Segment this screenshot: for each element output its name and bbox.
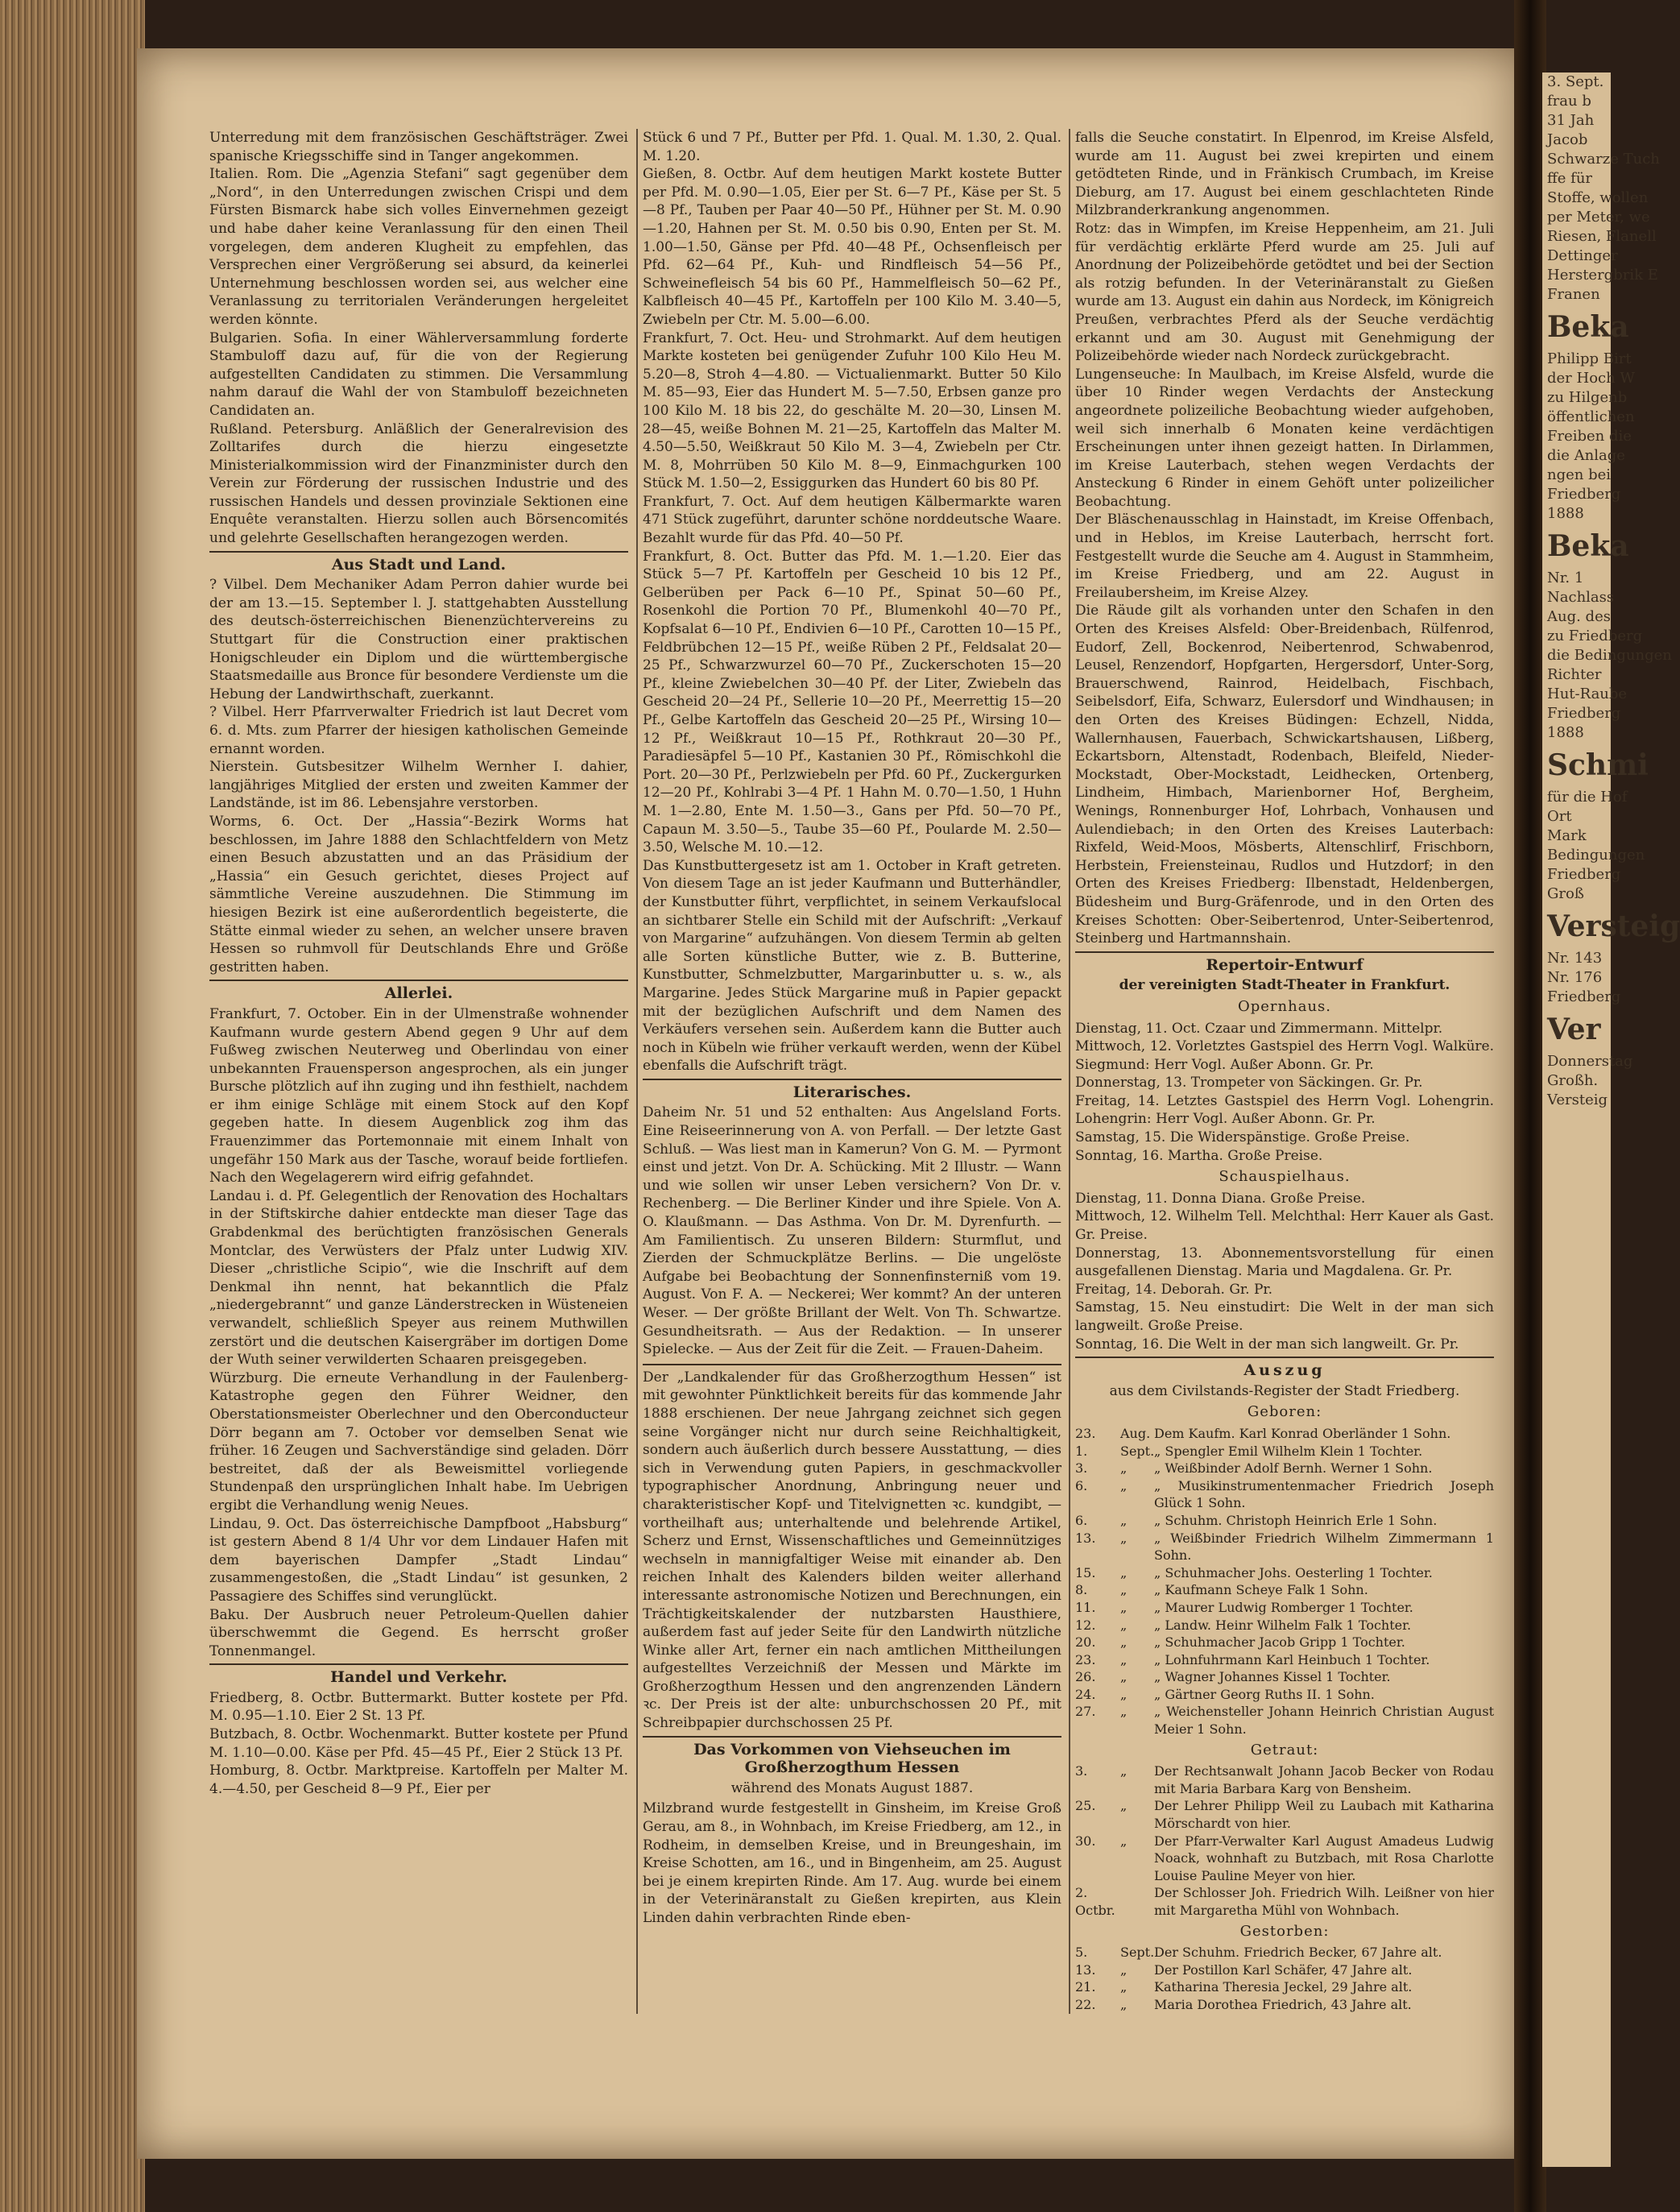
section-heading-literarisches: Literarisches.	[643, 1079, 1061, 1102]
death-entry	[1075, 1961, 1494, 1979]
death-entry-day: 5.	[1075, 1945, 1088, 1961]
theatre-entry: Donnerstag, 13. Abonnementsvorstellung für einen ausgefallenen Dienstag. Maria und Magdalena. Gr. Pr.	[1075, 1245, 1494, 1280]
death-entry	[1075, 1978, 1494, 1996]
birth-entry-month: „	[1120, 1704, 1128, 1720]
marriage-entry-month: „	[1120, 1798, 1128, 1814]
marriage-entry	[1075, 1884, 1494, 1919]
facing-page-fragment-text: Nr. 143	[1547, 950, 1603, 967]
market-friedberg: Friedberg, 8. Octbr. Buttermarkt. Butter kostete per Pfd. M. 0.95—1.10. Eier 2 St. 13 Pf.	[209, 1689, 628, 1725]
facing-page-fragment-text: der Hoch W	[1547, 370, 1635, 387]
column-3	[1075, 129, 1494, 2094]
death-entry-month: Sept.	[1120, 1945, 1155, 1961]
birth-entry	[1075, 1564, 1494, 1582]
birth-entry-month: „	[1120, 1599, 1128, 1615]
article-nierstein: Nierstein. Gutsbesitzer Wilhelm Wernher I. dahier, langjähriges Mitglied der ersten und zweiten Kammer der Landstände, ist im 86. Lebensjahre verstorben.	[209, 759, 628, 812]
birth-entry-day: 20.	[1075, 1634, 1096, 1651]
facing-page-fragment-text: zu Friedberg	[1547, 628, 1643, 644]
facing-page-heading: Versteig	[1547, 909, 1680, 943]
birth-entry	[1075, 1634, 1494, 1651]
birth-entry-text: „ Lohnfuhrmann Karl Heinbuch 1 Tochter.	[1154, 1651, 1430, 1667]
facing-page-fragment-text: zu Hilgenb	[1547, 389, 1628, 406]
section-heading-handel: Handel und Verkehr.	[209, 1663, 628, 1687]
facing-page-fragment-text: 31 Jah	[1547, 112, 1595, 129]
facing-page-fragment-text: 1888	[1547, 724, 1584, 741]
facing-page-fragment-text: Nachlass	[1547, 589, 1615, 606]
birth-entry-month: „	[1120, 1477, 1128, 1493]
birth-entry-month: „	[1120, 1651, 1128, 1667]
opera-entry: Sonntag, 16. Martha. Große Preise.	[1075, 1147, 1323, 1164]
article-blaeschenausschlag: Der Bläschenausschlag in Hainstadt, im Kreise Offenbach, und in Heblos, im Kreise Lauterbach, herrscht fort. Festgestellt wurde die Seuche am 4. August in Stammheim, im Kreise Friedberg, und am 22. August in Freilaubersheim, im Kreise Alzey.	[1075, 512, 1494, 601]
theatre-entry: Sonntag, 16. Die Welt in der man sich langweilt. Gr. Pr.	[1075, 1336, 1459, 1352]
birth-entry-day: 12.	[1075, 1617, 1096, 1633]
theatre-entry: Dienstag, 11. Donna Diana. Große Preise.	[1075, 1190, 1366, 1207]
birth-entry-text: Dem Kaufm. Karl Konrad Oberländer 1 Sohn.	[1154, 1425, 1451, 1441]
birth-entry-month: „	[1120, 1512, 1128, 1528]
theatre-entry: Samstag, 15. Neu einstudirt: Die Welt in der man sich langweilt. Große Preise.	[1075, 1299, 1494, 1334]
marriage-entry-day: 25.	[1075, 1798, 1096, 1814]
market-butzbach: Butzbach, 8. Octbr. Wochenmarkt. Butter kostete per Pfund M. 1.10—0.00. Käse per Pfd. 45—45 Pf., Eier 2 Stück 13 Pf.	[209, 1726, 628, 1761]
birth-entry	[1075, 1512, 1494, 1530]
death-entry-text: Der Postillon Karl Schäfer, 47 Jahre alt.	[1154, 1961, 1413, 1978]
deaths-list	[1075, 1944, 1494, 2013]
death-entry-day: 22.	[1075, 1996, 1096, 2012]
book-page-edges	[0, 0, 145, 2212]
birth-entry	[1075, 1617, 1494, 1634]
facing-page-fragment	[1542, 72, 1680, 2167]
article-milzbrand-cont: falls die Seuche constatirt. In Elpenrod, im Kreise Alsfeld, wurde am 11. August bei zwei krepirten und einem getödteten Rinde, und in Fränkisch Crumbach, im Kreise Dieburg, am 17. August bei einem geschlachteten Rinde Milzbranderkrankung angenommen.	[1075, 130, 1494, 219]
facing-page-fragment-text: Nr. 176	[1547, 969, 1603, 986]
schauspielhaus-heading: Schauspielhaus.	[1219, 1168, 1351, 1186]
column-2	[643, 129, 1061, 2094]
article-worms: Worms, 6. Oct. Der „Hassia“-Bezirk Worms hat beschlossen, im Jahre 1888 den Schlachtfeldern von Metz einen Besuch abzustatten und an das Präsidium der „Hassia“ ein Gesuch gerichtet, dieses Project auf sämmtliche Vereine auszudehnen. Die Stimmung im hiesigen Bezirk ist eine außerordentlich begeisterte, die Stätte einmal wieder zu sehen, an welcher unsere braven Hessen so ruhmvoll für Deutschlands Ehre und Größe gestritten haben.	[209, 813, 628, 976]
birth-entry-day: 26.	[1075, 1669, 1096, 1685]
marriage-entry	[1075, 1833, 1494, 1885]
article-frankfurt: Frankfurt, 7. October. Ein in der Ulmenstraße wohnender Kaufmann wurde gestern Abend gegen 9 Uhr auf dem Fußweg zwischen Neuterweg und Oberlindau von einer unbekannten Frauensperson angesprochen, als ein junger Bursche plötzlich auf ihn zuging und ihn festhielt, nachdem er ihm einige Schläge mit einem Stock auf den Kopf gegeben hatte. In diesem Augenblick zog ihm das Frauenzimmer das Portemonnaie mit einem Inhalt von ungefähr 150 Mark aus der Tasche, worauf beide fortliefen. Nach den Wegelagerern wird eifrig gefahndet.	[209, 1005, 628, 1187]
facing-page-fragment-text: Ort	[1547, 808, 1572, 825]
article-russia: Rußland. Petersburg. Anläßlich der Generalrevision des Zolltarifes durch die hierzu eingesetzte Ministerialkommission wird der Finanzminister durch den Verein zur Förderung der russischen Industrie und des russischen Handels und dessen provinziale Sektionen eine Enquête veranstalten. Hierzu sollen auch Börsencomités und gelehrte Gesellschaften herangezogen werden.	[209, 420, 628, 547]
market-frankfurt-kaelber: Frankfurt, 7. Oct. Auf dem heutigen Kälbermarkte waren 471 Stück zugeführt, darunter schöne norddeutsche Waare. Bezahlt wurde für das Pfd. 40—50 Pf.	[643, 493, 1061, 547]
birth-entry-month: Aug.	[1120, 1425, 1151, 1441]
facing-page-fragment-text: Aug. des	[1547, 608, 1611, 625]
birth-entry-text: „ Wagner Johannes Kissel 1 Tochter.	[1154, 1669, 1391, 1685]
birth-entry-text: „ Schuhm. Christoph Heinrich Erle 1 Sohn.	[1154, 1512, 1438, 1528]
facing-page-heading: Ver	[1547, 1013, 1601, 1046]
article-lindau: Lindau, 9. Oct. Das österreichische Dampfboot „Habsburg“ ist gestern Abend 8 1/4 Uhr vor dem Lindauer Hafen mit dem bayerischen Dampfer „Stadt Lindau“ zusammengestoßen, die „Stadt Lindau“ ist gesunken, 2 Passagiere des Schiffes sind verunglückt.	[209, 1515, 628, 1605]
birth-entry-text: „ Weißbinder Adolf Bernh. Werner 1 Sohn.	[1154, 1460, 1433, 1477]
birth-entry-day: 1.	[1075, 1443, 1088, 1459]
facing-page-fragment-text: Schwarze Tuch	[1547, 151, 1660, 168]
birth-entry-day: 11.	[1075, 1599, 1096, 1615]
theatre-entry: Mittwoch, 12. Wilhelm Tell. Melchthal: Herr Kauer als Gast. Gr. Preise.	[1075, 1208, 1494, 1244]
article-wuerzburg: Würzburg. Die erneute Verhandlung in der Faulenberg-Katastrophe gegen den Führer Weidner, den Oberstationsmeister Oberlechner und den Oberconducteur Dörr begann am 7. October vor demselben Senat wie früher. 16 Zeugen und Sachverständige sind geladen. Dörr bestreitet, daß der als Beweismittel vorliegende Stundenpaß den ursprünglichen Inhalt habe. Im Uebrigen ergibt die Verhandlung wenig Neues.	[209, 1369, 628, 1514]
facing-page-fragment-text: ffe für	[1547, 170, 1593, 187]
birth-entry-day: 24.	[1075, 1686, 1096, 1702]
birth-entry	[1075, 1530, 1494, 1564]
marriage-entry-text: Der Rechtsanwalt Johann Jacob Becker von Rodau mit Maria Barbara Karg von Bensheim.	[1154, 1763, 1494, 1796]
repertoir-subheading: der vereinigten Stadt-Theater in Frankfurt.	[1119, 977, 1450, 994]
marriage-entry-day: 3.	[1075, 1763, 1088, 1779]
article-vilbel-2: ? Vilbel. Herr Pfarrverwalter Friedrich ist laut Decret vom 6. d. Mts. zum Pfarrer der hiesigen katholischen Gemeinde ernannt worden.	[209, 704, 628, 757]
birth-entry-text: „ Kaufmann Scheye Falk 1 Sohn.	[1154, 1582, 1368, 1598]
death-entry-day: 13.	[1075, 1961, 1096, 1978]
marriage-entry-text: Der Schlosser Joh. Friedrich Wilh. Leißner von hier mit Margaretha Mühl von Wohnbach.	[1154, 1885, 1494, 1918]
facing-page-fragment-text: Friedberg	[1547, 486, 1621, 503]
birth-entry	[1075, 1425, 1494, 1443]
article-baku: Baku. Der Ausbruch neuer Petroleum-Quellen dahier überschwemmt die Gegend. Es herrscht großer Tonnenmangel.	[209, 1606, 628, 1659]
marriage-entry-text: Der Lehrer Philipp Weil zu Laubach mit Katharina Mörschardt von hier.	[1154, 1798, 1494, 1832]
section-heading-stadt-land: Aus Stadt und Land.	[209, 551, 628, 574]
birth-entry-month: „	[1120, 1530, 1128, 1546]
article-raeude: Die Räude gilt als vorhanden unter den Schafen in den Orten des Kreises Alsfeld: Ober-Breidenbach, Rülfenrod, Eudorf, Zell, Bockenrod, Neibertenrod, Schwabenrod, Leusel, Renzendorf, Hopfgarten, Hergersdorf, Unter-Sorg, Brauerschwend, Rainrod, Heidelbach, Fischbach, Seibelsdorf, Eifa, Schwarz, Eulersdorf und Windhausen; in den Orten des Kreises Büdingen: Echzell, Nidda, Wallernhausen, Fauerbach, Schwickartshausen, Lißberg, Eckartsborn, Altenstadt, Rodenbach, Bleifeld, Nieder-Mockstadt, Ober-Mockstadt, Leidhecken, Ortenberg, Lindheim, Himbach, Marienborner Hof, Bergheim, Wenings, Ronnenburger Hof, Lohrbach, Vonhausen und Aulendiebach; in den Orten des Kreises Lauterbach: Rixfeld, Weid-Moos, Mösberts, Altenschlirf, Frischborn, Herbstein, Freiensteinau, Rudlos und Hutzdorf; in den Orten des Kreises Friedberg: Ilbenstadt, Heldenbergen, Büdesheim und Burg-Gräfenrode, und in den Orten des Kreises Schotten: Ober-Seibertenrod, Unter-Seibertenrod, Steinberg und Hartmannshain.	[1075, 603, 1494, 947]
birth-entry-text: „ Schuhmacher Johs. Oesterling 1 Tochter.	[1154, 1564, 1433, 1580]
facing-page-fragment-text: Stoffe, wollen	[1547, 189, 1649, 206]
birth-entry-month: „	[1120, 1617, 1128, 1633]
marriage-entry	[1075, 1763, 1494, 1797]
facing-page-fragment-text: Bedingungen	[1547, 847, 1645, 864]
section-heading-auszug: Auszug	[1075, 1357, 1494, 1380]
article-landkalender: Der „Landkalender für das Großherzogthum Hessen“ ist mit gewohnter Pünktlichkeit bereits für das kommende Jahr 1888 erschienen. Der neue Jahrgang zeichnet sich gegen seine Vorgänger nicht nur durch seine Reichhaltigkeit, sondern auch äußerlich durch bessere Ausstattung, — dies sich in Verwendung guten Papiers, in geschmackvoller typographischer Anordnung, Anbringung neuer und charakteristischer Kopf- und Titelvignetten ꝛc. kundgibt, — vortheilhaft aus; unterhaltende und belehrende Artikel, Scherz und Ernst, Wissenschaftliches und Gemeinnütziges wechseln in mannigfaltiger Weise mit einander ab. Den reichen Inhalt des Kalenders bilden weiter allerhand interessante astronomische Notizen und Berechnungen, ein Trächtigkeitskalender der nutzbarsten Hausthiere, außerdem fast auf jeder Seite für den Landwirth nützliche Winke aller Art, ferner ein nach amtlichen Mittheilungen aufgestelltes Verzeichniß der Messen und Märkte im Großherzogthum Hessen und den angrenzenden Ländern ꝛc. Der Preis ist der alte: unburchschossen 20 Pf., mit Schreibpapier durchschossen 25 Pf.	[643, 1364, 1061, 1733]
section-subheading-viehseuchen: während des Monats August 1887.	[730, 1779, 974, 1796]
facing-page-fragment-text: Nr. 1	[1547, 570, 1584, 586]
article-spain: Unterredung mit dem französischen Geschäftsträger. Zwei spanische Kriegsschiffe sind in Tanger angekommen.	[209, 130, 628, 164]
column-rule-2	[1069, 129, 1070, 2014]
marriage-entry	[1075, 1797, 1494, 1832]
facing-page-fragment-text: Donnerstag	[1547, 1053, 1633, 1070]
marriage-entry-text: Der Pfarr-Verwalter Karl August Amadeus Ludwig Noack, wohnhaft zu Butzbach, mit Rosa Charlotte Louise Pauline Meyer von hier.	[1154, 1833, 1494, 1883]
article-bulgaria: Bulgarien. Sofia. In einer Wählerversammlung forderte Stambuloff dazu auf, für die von der Regierung aufgestellten Candidaten zu stimmen. Die Versammlung nahm darauf die Wahl der von Stambuloff bezeichneten Candidaten an.	[209, 329, 628, 419]
birth-entry-day: 3.	[1075, 1460, 1088, 1477]
birth-entry	[1075, 1703, 1494, 1738]
facing-page-fragment-text: Freiben die	[1547, 428, 1632, 445]
birth-entry-text: „ Landw. Heinr Wilhelm Falk 1 Tochter.	[1154, 1617, 1412, 1633]
births-list	[1075, 1425, 1494, 1738]
birth-entry-month: „	[1120, 1669, 1128, 1685]
birth-entry-month: „	[1120, 1686, 1128, 1702]
facing-page-fragment-text: 3. Sept.	[1547, 73, 1604, 90]
facing-page-heading: Beka	[1547, 310, 1629, 344]
birth-entry-month: „	[1120, 1582, 1128, 1598]
article-daheim: Daheim Nr. 51 und 52 enthalten: Aus Angelsland Forts. Eine Reiseerinnerung von A. von Perfall. — Der letzte Gast Schluß. — Was liest man in Kamerun? Von G. M. — Pyrmont einst und jetzt. Von Dr. A. Schücking. Mit 2 Illustr. — Wann und wie sollen wir unser Leben versichern? Von Dr. v. Rechenberg. — Die Berliner Kinder und ihre Spiele. Von A. O. Klaußmann. — Das Asthma. Von Dr. M. Dyrenfurth. — Am Familientisch. Zu unseren Bildern: Sturmflut, und Zierden der Schmuckplätze Berlins. — Die ungelöste Aufgabe bei Beobachtung der Sonnenfinsterniß vom 19. August. Von F. A. — Neckerei; Wer kommt? An der unteren Weser. — Der größte Brillant der Welt. Von Th. Schwartze. Gesundheitsrath. — Aus der Redaktion. — In unserer Spielecke. — Aus der Zeit für die Zeit. — Frauen-Daheim.	[643, 1104, 1061, 1358]
market-frankfurt-heu: Frankfurt, 7. Oct. Heu- und Strohmarkt. Auf dem heutigen Markte kosteten bei genügender Zufuhr 100 Kilo Heu M. 5.20—8, Stroh 4—4.80. — Victualienmarkt. Butter 50 Kilo M. 85—93, Eier das Hundert M. 5—7.50, Erbsen ganze pro 100 Kilo M. 18 bis 22, do geschälte M. 20—30, Linsen M. 28—45, weiße Bohnen M. 21—25, Kartoffeln das Malter M. 4.50—5.50, Weißkraut 50 Kilo M. 3—4, Zwiebeln per Ctr. M. 8, Mohrrüben 50 Kilo M. 8—9, Einmachgurken 100 Stück M. 1.50—2, Essiggurken das Hundert 60 bis 80 Pf.	[643, 329, 1061, 492]
facing-page-fragment-text: Friedberg	[1547, 988, 1621, 1005]
birth-entry-day: 27.	[1075, 1704, 1096, 1720]
birth-entry-day: 6.	[1075, 1477, 1088, 1493]
facing-page-heading: Schmi	[1547, 748, 1649, 782]
birth-entry-day: 23.	[1075, 1425, 1096, 1441]
theatre-entry: Freitag, 14. Deborah. Gr. Pr.	[1075, 1281, 1273, 1298]
market-giessen: Gießen, 8. Octbr. Auf dem heutigen Markt kostete Butter per Pfd. M. 0.90—1.05, Eier per St. 6—7 Pf., Käse per St. 5—8 Pf., Tauben per Paar 40—50 Pf., Hühner per St. M. 0.90—1.20, Hahnen per St. M. 0.50 bis 0.90, Enten per St. M. 1.00—1.50, Gänse per Pfd. 40—48 Pf., Ochsenfleisch per Pfd. 62—64 Pf., Kuh- und Rindfleisch 54—56 Pf., Schweinefleisch 54 bis 60 Pf., Hammelfleisch 50—62 Pf., Kalbfleisch 40—45 Pf., Kartoffeln per 100 Kilo M. 3.40—5, Zwiebeln per Ctr. M. 5.00—6.00.	[643, 166, 1061, 328]
facing-page-fragment-text: Versteig	[1547, 1092, 1608, 1108]
opera-entry: Freitag, 14. Letztes Gastspiel des Herrn Vogl. Lohengrin. Lohengrin: Herr Vogl. Außer Abonn. Gr. Pr.	[1075, 1092, 1494, 1128]
market-homburg: Homburg, 8. Octbr. Marktpreise. Kartoffeln per Malter M. 4.—4.50, per Gescheid 8—9 Pf., Eier per	[209, 1763, 628, 1797]
facing-page-fragment-text: Riesen, Flanell	[1547, 228, 1657, 245]
market-homburg-cont: Stück 6 und 7 Pf., Butter per Pfd. 1. Qual. M. 1.30, 2. Qual. M. 1.20.	[643, 130, 1061, 164]
birth-entry-text: „ Spengler Emil Wilhelm Klein 1 Tochter.	[1154, 1443, 1423, 1459]
birth-entry	[1075, 1443, 1494, 1460]
birth-entry-day: 23.	[1075, 1651, 1096, 1667]
marriages-list	[1075, 1763, 1494, 1919]
birth-entry-day: 8.	[1075, 1582, 1088, 1598]
birth-entry	[1075, 1460, 1494, 1477]
birth-entry-month: „	[1120, 1460, 1128, 1477]
auszug-subheading: aus dem Civilstands-Register der Stadt Friedberg.	[1109, 1382, 1460, 1399]
facing-page-fragment-text: Herstergbrik E	[1547, 267, 1658, 284]
facing-page-fragment-text: für die Hof	[1547, 789, 1628, 806]
facing-page-fragment-text: Mark	[1547, 827, 1587, 844]
birth-entry	[1075, 1651, 1494, 1669]
facing-page-fragment-text: Jacob	[1547, 131, 1588, 148]
geboren-heading: Geboren:	[1247, 1403, 1322, 1421]
facing-page-fragment-text: Friedberg	[1547, 705, 1621, 722]
facing-page-fragment-text: Friedberg	[1547, 866, 1621, 883]
death-entry	[1075, 1996, 1494, 2014]
death-entry-month: „	[1120, 1996, 1128, 2012]
facing-page-fragment-text: 1888	[1547, 505, 1584, 522]
facing-page-heading: Beka	[1547, 529, 1629, 563]
opera-entry: Mittwoch, 12. Vorletztes Gastspiel des Herrn Vogl. Walküre. Siegmund: Herr Vogl. Außer Abonn. Gr. Pr.	[1075, 1038, 1494, 1073]
article-lungenseuche: Lungenseuche: In Maulbach, im Kreise Alsfeld, wurde die über 10 Rinder wegen Verdachts der Ansteckung angeordnete polizeiliche Beobachtung wieder aufgehoben, weil sich innerhalb 6 Monaten keine verdächtigen Erscheinungen unter ihnen gezeigt hatten. In Dirlammen, im Kreise Lauterbach, stehen wegen Verdachts der Ansteckung 6 Rinder in einem Gehöft unter polizeilicher Beobachtung.	[1075, 366, 1494, 510]
marriage-entry-month: „	[1120, 1833, 1128, 1849]
section-heading-repertoir: Repertoir-Entwurf	[1075, 951, 1494, 975]
birth-entry-month: „	[1120, 1634, 1128, 1651]
marriage-entry-month: „	[1120, 1763, 1128, 1779]
article-landau: Landau i. d. Pf. Gelegentlich der Renovation des Hochaltars in der Stiftskirche dahier entdeckte man dieser Tage das Grabdenkmal des berüchtigten französischen Generals Montclar, des Verwüsters der Pfalz unter Ludwig XIV. Dieser „christliche Scipio“, wie die Inschrift auf dem Denkmal ihn nennt, hat bekanntlich die Pfalz „niedergebrannt“ und ganze Länderstrecken in Wüsteneien verwandelt, schließlich Speyer aus reinem Muthwillen zerstört und die deutschen Kaisergräber im dortigen Dome der Wuth seiner verwilderten Schaaren preisgegeben.	[209, 1187, 628, 1369]
market-frankfurt-butter: Frankfurt, 8. Oct. Butter das Pfd. M. 1.—1.20. Eier das Stück 5—7 Pf. Kartoffeln per Gescheid 10 bis 12 Pf., Gelberüben per Pack 6—10 Pf., Spinat 50—60 Pf., Rosenkohl die Portion 70 Pf., Blumenkohl 40—70 Pf., Kopfsalat 6—10 Pf., Endivien 6—10 Pf., Carotten 10—15 Pf., Feldbrübchen 12—15 Pf., weiße Rüben 2 Pf., Feldsalat 20—25 Pf., Schwarzwurzel 60—70 Pf., Zuckerschoten 15—20 Pf., kleine Zwiebelchen 30—40 Pf. der Liter, Zwiebeln das Gescheid 20—24 Pf., Sellerie 10—20 Pf., Meerrettig 15—20 Pf., Gelbe Kartoffeln das Gescheid 20—25 Pf., Wirsing 10—12 Pf., Weißkraut 10—15 Pf., Rothkraut 20—30 Pf., Paradiesäpfel 5—10 Pf., Kastanien 30 Pf., Römischkohl die Port. 20—30 Pf., Perlzwiebeln per Pfd. 60 Pf., Zuckergurken 12—20 Pf., Kohlrabi 3—4 Pf. 1 Hahn M. 0.70—1.50, 1 Huhn M. 1—2.80, Ente M. 1.50—3., Gans per Pfd. 50—70 Pf., Capaun M. 3.50—5., Taube 35—60 Pf., Poularde M. 2.50—3.50, Welsche M. 10.—12.	[643, 548, 1061, 856]
death-entry-month: „	[1120, 1961, 1128, 1978]
opera-entry: Donnerstag, 13. Trompeter von Säckingen. Gr. Pr.	[1075, 1075, 1423, 1092]
facing-page-fragment-text: Franen	[1547, 286, 1600, 303]
birth-entry-text: „ Schuhmacher Jacob Gripp 1 Tochter.	[1154, 1634, 1405, 1651]
facing-page-fragment-text: ngen bei	[1547, 466, 1612, 483]
birth-entry-day: 13.	[1075, 1530, 1096, 1546]
death-entry-text: Maria Dorothea Friedrich, 43 Jahre alt.	[1154, 1996, 1412, 2012]
facing-page-fragment-text: Hut-Raube	[1547, 686, 1628, 702]
birth-entry-text: „ Weißbinder Friedrich Wilhelm Zimmermann 1 Sohn.	[1154, 1530, 1494, 1564]
birth-entry	[1075, 1581, 1494, 1599]
facing-page-fragment-text: Groß	[1547, 885, 1584, 902]
column-1	[209, 129, 628, 2094]
facing-page-fragment-text: frau b	[1547, 93, 1591, 110]
article-rotz: Rotz: das in Wimpfen, im Kreise Heppenheim, am 21. Juli für verdächtig erklärte Pferd wurde am 25. Juli auf Anordnung der Polizeibehörde getödtet und bei der Section als rotzig befunden. In der Veterinäranstalt zu Gießen wurde am 13. August ein dahin aus Nordeck, im Königreich Preußen, verbrachtes Pferd als der Seuche verdächtig erkannt und am 30. August mit Genehmigung der Polizeibehörde wieder nach Nordeck zurückgebracht.	[1075, 220, 1494, 365]
column-rule-1	[636, 129, 638, 2014]
article-milzbrand: Milzbrand wurde festgestellt in Ginsheim, im Kreise Groß Gerau, am 8., in Wohnbach, im Kreise Friedberg, am 12., in Rodheim, in demselben Kreise, und in Breungeshain, im Kreise Schotten, am 16., und in Bingenheim, am 25. August bei je einem krepirten Rinde. Am 17. Aug. wurde bei einem in der Veterinäranstalt zu Gießen krepirten, aus Klein Linden dahin verbrachten Rinde eben-	[643, 1800, 1061, 1926]
article-vilbel-1: ? Vilbel. Dem Mechaniker Adam Perron dahier wurde bei der am 13.—15. September l. J. stattgehabten Ausstellung des deutsch-österreichischen Bienenzüchtervereins zu Stuttgart für die Construction einer praktischen Honigschleuder ein Diplom und die württembergische Staatsmedaille aus Bronce für besondere Verdienste um die Hebung der Landwirthschaft, zuerkannt.	[209, 577, 628, 702]
birth-entry-text: „ Gärtner Georg Ruths II. 1 Sohn.	[1154, 1686, 1375, 1702]
birth-entry	[1075, 1668, 1494, 1686]
death-entry-month: „	[1120, 1979, 1128, 1995]
marriage-entry-month	[1120, 1884, 1154, 1919]
facing-page-fragment-text: per Meter, we	[1547, 209, 1650, 226]
birth-entry-text: „ Maurer Ludwig Romberger 1 Tochter.	[1154, 1599, 1413, 1615]
facing-page-text	[1542, 72, 1680, 1110]
facing-page-fragment-text: Dettinger	[1547, 247, 1618, 264]
article-italy: Italien. Rom. Die „Agenzia Stefani“ sagt gegenüber dem „Nord“, in den Unterredungen zwischen Crispi und dem Fürsten Bismarck habe sich volles Einvernehmen gezeigt und habe daher keine Veranlassung für den einen Theil vorgelegen, dem anderen Klugheit zu empfehlen, das Versprechen einer Vergrößerung sei absurd, da keinerlei Unternehmung beschlossen worden sei, aus welcher eine Veranlassung zu territorialen Veränderungen hergeleitet werden könnte.	[209, 166, 628, 328]
birth-entry-text: „ Weichensteller Johann Heinrich Christian August Meier 1 Sohn.	[1154, 1704, 1494, 1738]
gestorben-heading: Gestorben:	[1239, 1922, 1330, 1940]
marriage-entry-day: 30.	[1075, 1833, 1096, 1849]
death-entry-text: Katharina Theresia Jeckel, 29 Jahre alt.	[1154, 1979, 1413, 1995]
facing-page-fragment-text: Richter	[1547, 666, 1602, 683]
facing-page-fragment-text: öffentlichen	[1547, 408, 1635, 425]
section-heading-viehseuchen: Das Vorkommen von Viehseuchen im Großherzogthum Hessen	[643, 1736, 1061, 1777]
opernhaus-heading: Opernhaus.	[1237, 997, 1331, 1015]
article-kunstbutter: Das Kunstbuttergesetz ist am 1. October in Kraft getreten. Von diesem Tage an ist jeder Kaufmann und Butterhändler, der Kunstbutter führt, verpflichtet, in seinem Verkaufslocal an sichtbarer Stelle ein Schild mit der Aufschrift: „Verkauf von Margarine“ aufzuhängen. Von diesem Termin ab gelten alle Sorten künstliche Butter, wie z. B. Butterine, Kunstbutter, Schmelzbutter, Margarinbutter u. s. w., als Margarine. Jedes Stück Margarine muß in Papier gepackt mit der bezüglichen Aufschrift und dem Namen des Verkäufers versehen sein. Außerdem kann die Butter auch noch in Kübeln wie früher verkauft werden, wenn der Kübel ebenfalls die Aufschrift trägt.	[643, 857, 1061, 1075]
book-gutter	[1514, 0, 1546, 2212]
birth-entry	[1075, 1686, 1494, 1704]
birth-entry-day: 15.	[1075, 1564, 1096, 1580]
opera-entry: Dienstag, 11. Oct. Czaar und Zimmermann. Mittelpr.	[1075, 1020, 1443, 1037]
facing-page-fragment-text: Philipp Birt	[1547, 350, 1632, 367]
birth-entry-month: Sept.	[1120, 1443, 1155, 1459]
birth-entry	[1075, 1599, 1494, 1617]
facing-page-fragment-text: Großh.	[1547, 1072, 1599, 1089]
birth-entry-month: „	[1120, 1564, 1128, 1580]
birth-entry-day: 6.	[1075, 1512, 1088, 1528]
facing-page-fragment-text: die Anlage	[1547, 447, 1625, 464]
birth-entry	[1075, 1477, 1494, 1512]
section-heading-allerlei: Allerlei.	[209, 980, 628, 1003]
opera-entry: Samstag, 15. Die Widerspänstige. Große Preise.	[1075, 1129, 1410, 1146]
getraut-heading: Getraut:	[1250, 1741, 1319, 1758]
death-entry-text: Der Schuhm. Friedrich Becker, 67 Jahre alt.	[1154, 1945, 1442, 1961]
death-entry-day: 21.	[1075, 1979, 1096, 1995]
marriage-entry-day: 2. Octbr.	[1075, 1885, 1115, 1918]
death-entry	[1075, 1944, 1494, 1961]
birth-entry-text: „ Musikinstrumentenmacher Friedrich Joseph Glück 1 Sohn.	[1154, 1477, 1494, 1511]
facing-page-fragment-text: die Bedingungen	[1547, 647, 1672, 664]
